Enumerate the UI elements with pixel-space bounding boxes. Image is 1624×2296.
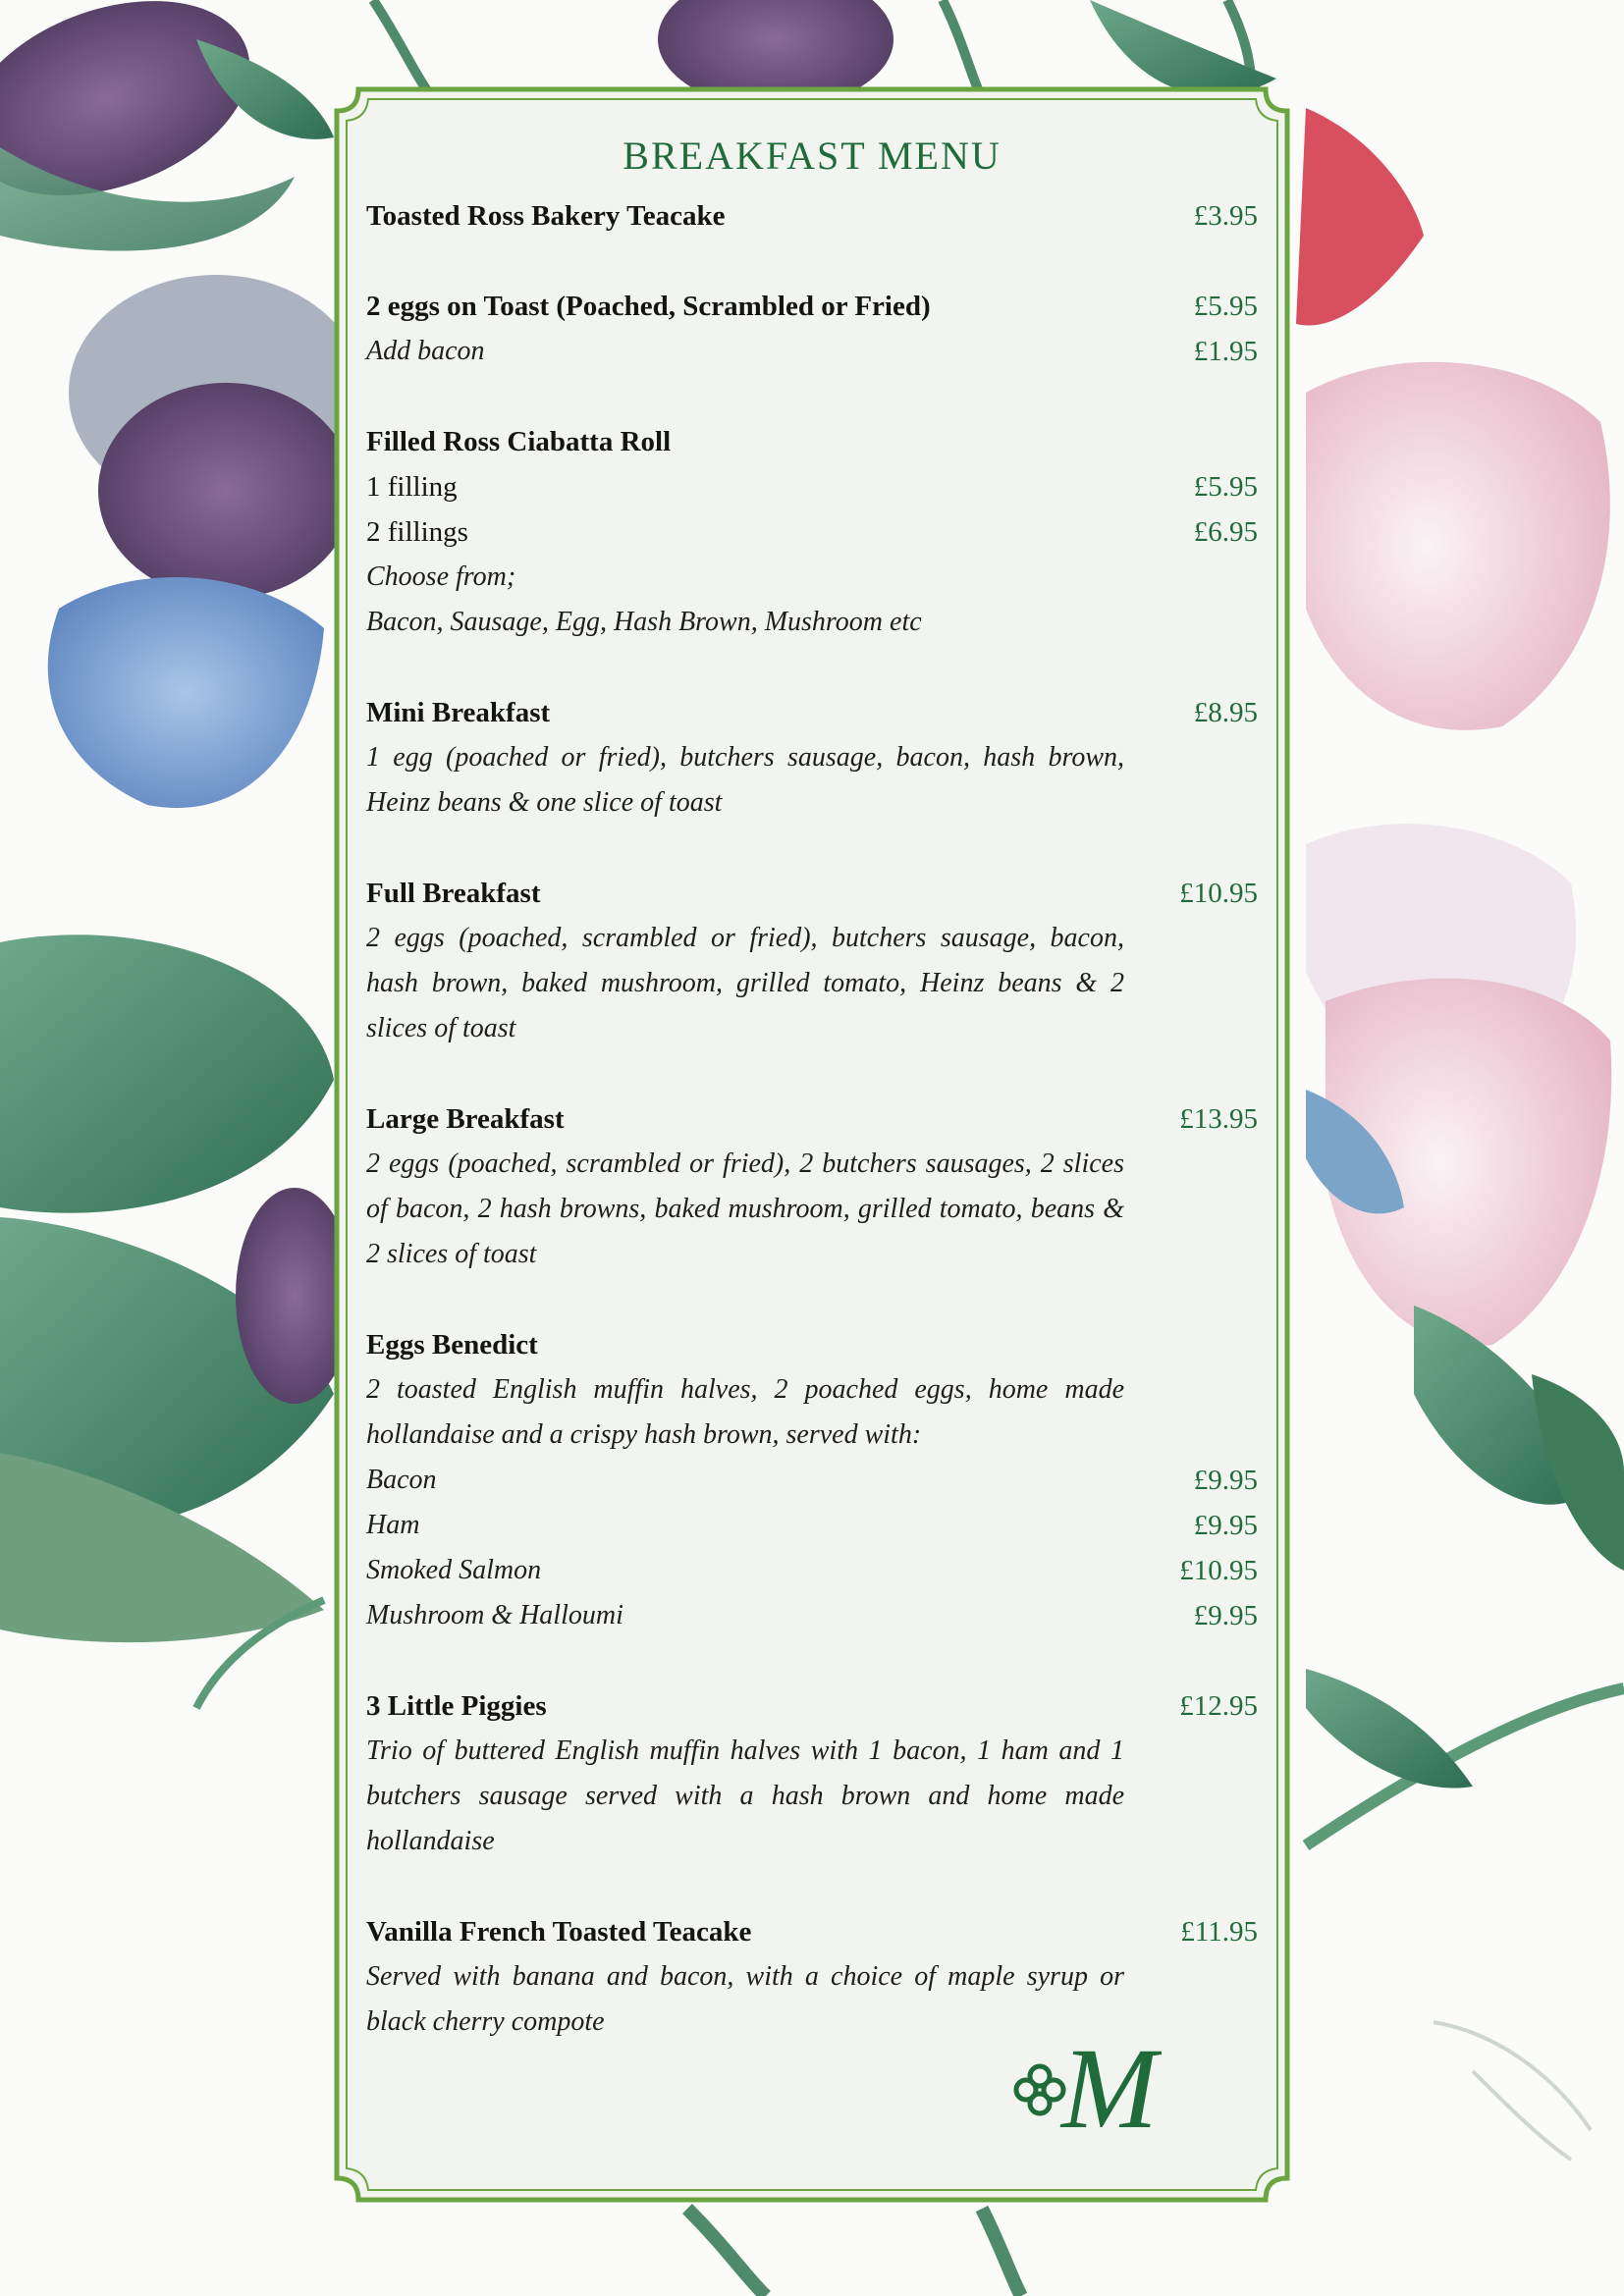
item-description: 1 egg (poached or fried), butchers sausage, bacon, hash brown, Heinz beans & one slice of toast — [366, 742, 1124, 818]
item-price: £8.95 — [1193, 697, 1258, 728]
menu-card — [331, 83, 1293, 2206]
item-price: £10.95 — [1179, 878, 1258, 909]
item-name: Mini Breakfast — [366, 697, 551, 728]
menu-item — [366, 1683, 1258, 1864]
item-name: 2 eggs on Toast (Poached, Scrambled or Fried) — [366, 291, 931, 322]
item-price: £13.95 — [1179, 1103, 1258, 1135]
option-price: £9.95 — [1193, 1600, 1258, 1631]
option-label: Bacon — [366, 1465, 437, 1495]
monogram-letter: M — [1061, 2027, 1159, 2145]
choose-label: Choose from; — [366, 561, 516, 592]
menu-title: BREAKFAST MENU — [623, 133, 1001, 178]
choose-list: Bacon, Sausage, Egg, Hash Brown, Mushroom etc — [366, 607, 922, 637]
item-name: Large Breakfast — [366, 1103, 565, 1135]
item-description: Trio of buttered English muffin halves with 1 bacon, 1 ham and 1 butchers sausage served with a hash brown and home made hollandaise — [366, 1735, 1124, 1856]
item-name: 3 Little Piggies — [366, 1690, 547, 1722]
item-name: Vanilla French Toasted Teacake — [366, 1916, 752, 1948]
item-description: 2 eggs (poached, scrambled or fried), 2 butchers sausages, 2 slices of bacon, 2 hash browns, baked mushroom, grilled tomato, beans & 2 slices of toast — [366, 1148, 1124, 1269]
item-description: 2 toasted English muffin halves, 2 poached eggs, home made hollandaise and a crispy hash brown, served with: — [366, 1374, 1124, 1450]
option-label: Ham — [366, 1510, 420, 1540]
item-price: £12.95 — [1179, 1690, 1258, 1722]
item-name: Filled Ross Ciabatta Roll — [366, 426, 672, 457]
item-name: Eggs Benedict — [366, 1329, 538, 1361]
option-label: 2 fillings — [366, 516, 468, 548]
menu-item — [366, 284, 1258, 374]
option-price: £10.95 — [1179, 1555, 1258, 1586]
option-price: £9.95 — [1193, 1510, 1258, 1541]
menu-item — [366, 193, 1258, 239]
menu-item — [366, 419, 1258, 645]
menu-items — [366, 193, 1258, 2090]
option-price: £9.95 — [1193, 1465, 1258, 1496]
menu-item — [366, 871, 1258, 1051]
menu-item — [366, 1096, 1258, 1277]
option-label: Mushroom & Halloumi — [366, 1600, 623, 1630]
menu-item — [366, 1322, 1258, 1638]
monogram-logo — [1004, 2027, 1162, 2145]
option-price: £5.95 — [1193, 471, 1258, 503]
option-label: 1 filling — [366, 471, 458, 503]
item-price: £5.95 — [1193, 291, 1258, 322]
item-extra-price: £1.95 — [1193, 336, 1258, 367]
item-name: Full Breakfast — [366, 878, 541, 909]
item-name: Toasted Ross Bakery Teacake — [366, 200, 726, 232]
menu-item — [366, 690, 1258, 826]
item-extra-label: Add bacon — [366, 336, 485, 366]
item-description: Served with banana and bacon, with a choice of maple syrup or black cherry compote — [366, 1961, 1124, 2037]
option-price: £6.95 — [1193, 516, 1258, 548]
item-price: £3.95 — [1193, 200, 1258, 232]
menu-item — [366, 1909, 1258, 2045]
item-price: £11.95 — [1180, 1916, 1258, 1948]
option-label: Smoked Salmon — [366, 1555, 542, 1585]
quatrefoil-icon — [1016, 2066, 1063, 2113]
item-description: 2 eggs (poached, scrambled or fried), butchers sausage, bacon, hash brown, baked mushroom, grilled tomato, Heinz beans & 2 slices of toast — [366, 923, 1124, 1043]
menu-panel — [366, 105, 1258, 2184]
